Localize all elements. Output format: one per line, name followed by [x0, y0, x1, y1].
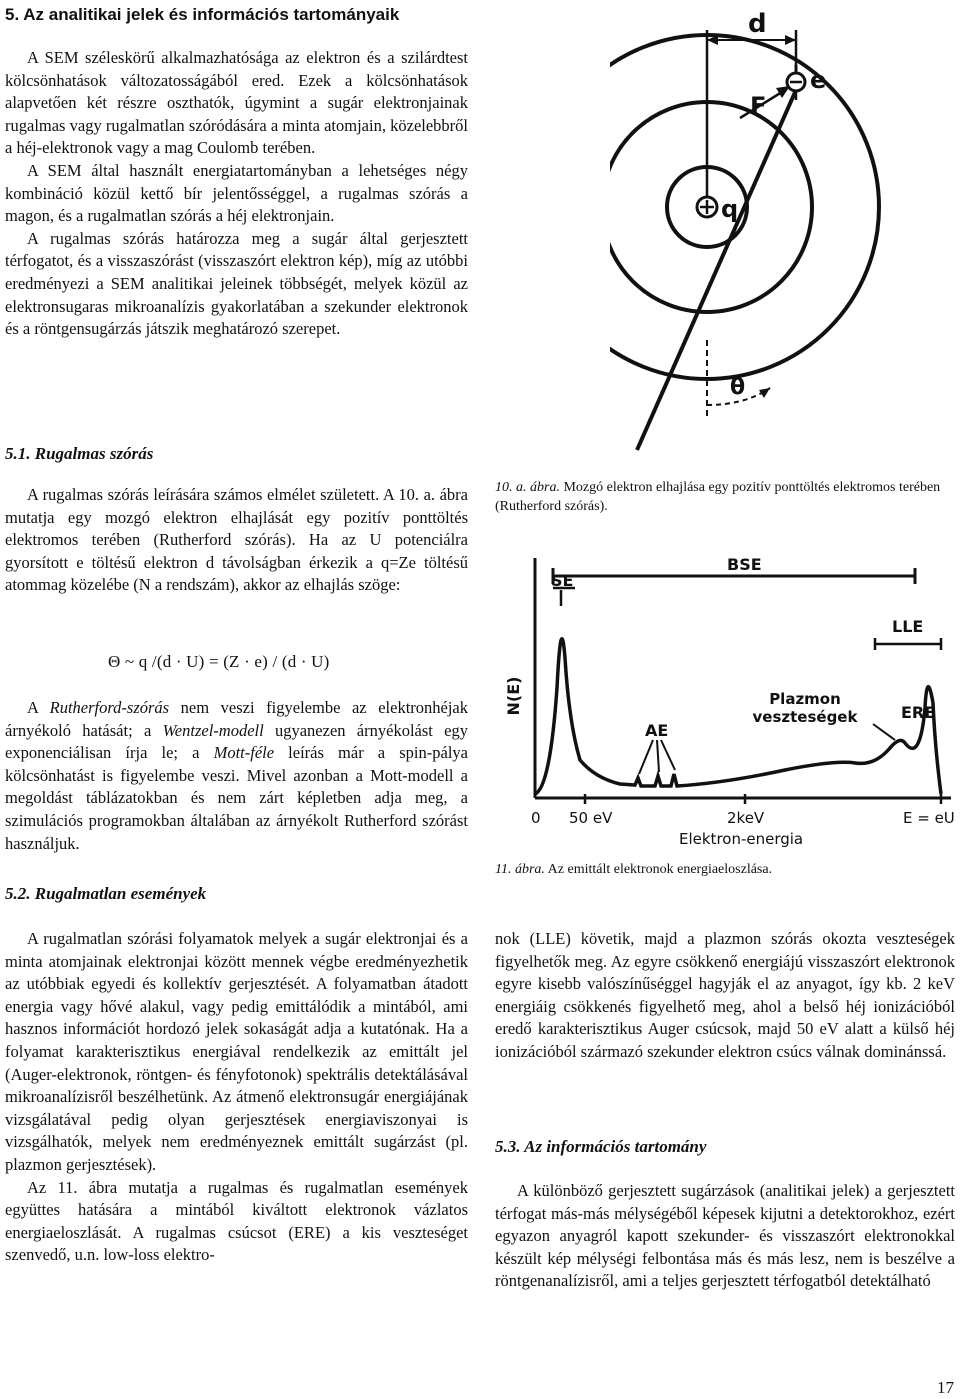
section-51-paragraph-1: A rugalmas szórás leírására számos elmélet született. A 10. a. ábra mutatja egy mozgó elektron elhajlását egy pozitív ponttöltés elektromos terében (Rutherford szórás). Ha az U potenciálra gyorsított e töltésű elektron d távolságban érkezik a q=Ze töltésű atommag közelébe (N a rendszám), akkor az elhajlás szöge: — [5, 485, 468, 595]
section-52-heading: 5.2. Rugalmatlan események — [5, 884, 207, 903]
chart-label-ae: AE — [645, 721, 669, 740]
figure-11-caption — [495, 860, 957, 879]
intro-text — [5, 47, 468, 341]
chart-x-tick-0: 0 — [531, 809, 541, 827]
figure-11-chart — [495, 548, 957, 848]
intro-paragraph-2: A SEM által használt energiatartományban a lehetséges négy kombináció közül kettő bír jelentősséggel, a rugalmas szórás a magon, és a rugalmatlan szórás a héj elektronjain. — [5, 160, 468, 226]
label-theta: θ — [730, 375, 746, 400]
chart-y-label: N(E) — [504, 676, 523, 716]
chart-label-ere: ERE — [901, 703, 936, 722]
intro-paragraph-1: A SEM széleskörű alkalmazhatósága az elektron és a szilárdtest kölcsönhatások változatosságából ered. Ezek a kölcsönhatások alapvetően két részre oszthatók, úgymint a sugár elektronjainak rugalmas vagy rugalmatlan szóródására a minta atomjain, közelebbről a héj-elektronok vagy a mag Coulomb terében. — [5, 48, 468, 158]
section-53-text — [495, 1180, 955, 1293]
label-d: d — [748, 10, 767, 39]
chart-label-se: SE — [551, 571, 574, 590]
section-52-text — [5, 928, 468, 1267]
figure-11-caption-text: Az emittált elektronok energiaeloszlása. — [544, 862, 773, 877]
chart-label-lle: LLE — [892, 617, 924, 636]
section-51-text-2 — [5, 697, 468, 855]
figure-10a-caption-text: Mozgó elektron elhajlása egy pozitív ponttöltés elektromos terében (Rutherford szórás). — [495, 480, 941, 514]
section-51-paragraph-2: A Rutherford-szórás nem veszi figyelembe az elektronhéjak árnyékoló hatását; a Wentzel-modell ugyanezen árnyékolást egy exponenciálisan írja le; a Mott-féle leírás már a spin-pálya kölcsönhatást is figyelembe veszi. Mivel azonban a Mott-modell a megoldást táblázatokban és nem zárt képletben adja meg, a szimulációs programokban általában az árnyékolt Rutherford szórást használjuk. — [5, 698, 469, 853]
figure-10a-caption-label: 10. a. ábra. — [495, 480, 560, 495]
label-e: e — [810, 66, 827, 94]
figure-11-caption-label: 11. ábra. — [495, 862, 545, 877]
section-51-text — [5, 484, 468, 597]
chart-label-bse: BSE — [727, 555, 762, 574]
section-52-paragraph-2-cont: nok (LLE) követik, majd a plazmon szórás okozta veszteségek figyelhetők meg. Az egyre csökkenő energiájú visszaszórt elektronok egyre kisebb valószínűséggel hagyják el az anyagot, így kb. 2 keV energiáig csökkenés figyelhető meg, ahol a belső héj ionizációból eredő karakterisztikus Auger csúcsok, majd 50 eV alatt a külső héj ionizációból származó szekunder elektron csúcs válnak dominánssá. — [495, 929, 955, 1061]
section-53-paragraph-1: A különböző gerjesztett sugárzások (analitikai jelek) a gerjesztett térfogat más-más mélységéből képesek kijutni a detektorokhoz, ezért egyazon anyagról kapott szekunder- és visszaszórt elektronokkal készült kép mélységi felbontása más és más lesz, nem is beszélve a röntgenanalízisről, ami a teljes gerjesztett térfogatból detektálható — [495, 1181, 955, 1291]
section-52-paragraph-1: A rugalmatlan szórási folyamatok melyek a sugár elektronjai és a minta atomjainak elektronjai között mennek végbe eredményezhetik az utóbbiak egyedi és kollektív gerjesztését. A folyamatban átadott energia vagy hővé alakul, vagy pedig emittálódik a mintából, ami hasznos információt hordozó jelek sokaságát adja a kutatónak. Ha a folyamat karakterisztikus energiával rendelkezik az emittált jel (Auger-elektronok, röntgen- és fényfotonok) spektrális detektálásával mikroanalízisről beszélhetünk. Az átmenő elektronsugár energiájának vizsgálatával pedig olyan gerjesztések energiaviszonyai is vizsgálhatók, melyek nem eredményeznek emittált sugárzást (pl. plazmon gerjesztések). — [5, 929, 468, 1174]
page-title: 5. Az analitikai jelek és információs tartományaik — [5, 5, 400, 24]
chart-x-tick-3: E = eU — [903, 809, 955, 827]
figure-10a-caption — [495, 478, 957, 516]
section-52-paragraph-2: Az 11. ábra mutatja a rugalmas és rugalmatlan események együttes hatására a mintából kiváltott elektronok vázlatos energiaeloszlását. A rugalmas csúcsot (ERE) a kis veszteséget szenvedő, u.n. low-loss elektro- — [5, 1177, 468, 1265]
label-q: q — [721, 195, 739, 223]
intro-paragraph-3: A rugalmas szórás határozza meg a sugár által gerjesztett térfogatot, és a visszaszórást (visszaszórt elektron kép), míg az utóbbi eredményezi a SEM analitikai jeleinek többségét, melyek közül az elektronsugaras mikroanalízis gyakorlatában a szekunder elektronok és a röntgensugárzás játszik meghatározó szerepet. — [5, 228, 468, 339]
section-51-heading: 5.1. Rugalmas szórás — [5, 444, 154, 463]
chart-x-tick-2: 2keV — [727, 809, 765, 827]
chart-x-tick-1: 50 eV — [569, 809, 613, 827]
chart-label-plazmon-text: Plazmon — [769, 690, 841, 708]
rutherford-formula: Θ ~ q /(d · U) = (Z · e) / (d · U) — [108, 652, 330, 671]
chart-label-plazmon-text-line2: veszteségek — [752, 708, 858, 726]
section-52-continued — [495, 928, 955, 1064]
section-53-heading: 5.3. Az információs tartomány — [495, 1137, 707, 1156]
deflected-trajectory — [637, 90, 796, 450]
energy-distribution-curve — [535, 639, 941, 794]
figure-10a-diagram — [610, 10, 955, 455]
chart-x-label: Elektron-energia — [679, 830, 804, 848]
label-F: F — [750, 92, 767, 120]
page-number: 17 — [937, 1378, 954, 1397]
chart-label-plazmon — [753, 690, 859, 726]
